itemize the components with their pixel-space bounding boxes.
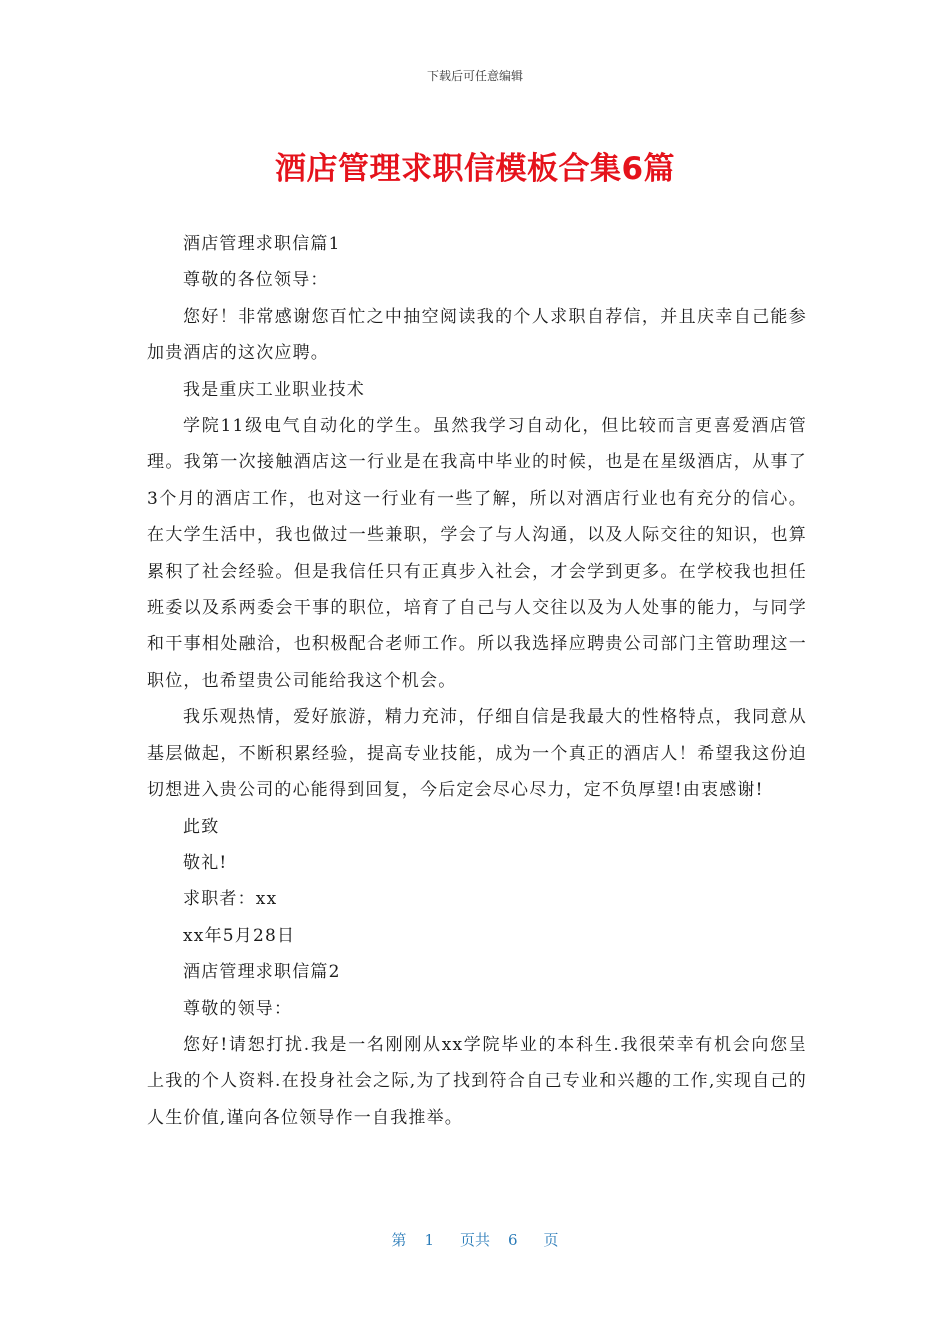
- footer-suffix: 页: [543, 1231, 559, 1249]
- body-paragraph: 我乐观热情，爱好旅游，精力充沛，仔细自信是我最大的性格特点，我同意从基层做起，不断积累经验，提高专业技能，成为一个真正的酒店人！希望我这份迫切想进入贵公司的心能得到回复，今后定会尽心尽力，定不负厚望!由衷感谢!: [147, 707, 807, 801]
- body-paragraph: 您好!请恕打扰.我是一名刚刚从xx学院毕业的本科生.我很荣幸有机会向您呈上我的个人资料.在投身社会之际,为了找到符合自己专业和兴趣的工作,实现自己的人生价值,谨向各位领导作一自我推举。: [147, 1034, 807, 1128]
- salutation: 尊敬的各位领导：: [183, 270, 329, 291]
- salutation: 尊敬的领导：: [183, 998, 293, 1019]
- footer-middle: 页共: [459, 1231, 490, 1249]
- document-body: [147, 226, 807, 1136]
- date-line: xx年5月28日: [183, 925, 296, 946]
- page-footer: [0, 1229, 950, 1250]
- footer-current-page: 1: [424, 1231, 434, 1249]
- body-paragraph: 您好！非常感谢您百忙之中抽空阅读我的个人求职自荐信，并且庆幸自己能参加贵酒店的这次应聘。: [147, 306, 807, 364]
- signature: 求职者：xx: [183, 889, 278, 910]
- document-title: 酒店管理求职信模板合集6篇: [274, 151, 676, 187]
- body-paragraph: 学院11级电气自动化的学生。虽然我学习自动化，但比较而言更喜爱酒店管理。我第一次接触酒店这一行业是在我高中毕业的时候，也是在星级酒店，从事了3个月的酒店工作，也对这一行业有一些了解，所以对酒店行业也有充分的信心。在大学生活中，我也做过一些兼职，学会了与人沟通，以及人际交往的知识，也算累积了社会经验。但是我信任只有正真步入社会，才会学到更多。在学校我也担任班委以及系两委会干事的职位，培育了自己与人交往以及为人处事的能力，与同学和干事相处融洽，也积极配合老师工作。所以我选择应聘贵公司部门主管助理这一职位，也希望贵公司能给我这个机会。: [147, 416, 807, 691]
- section-heading-2: 酒店管理求职信篇2: [183, 962, 341, 983]
- footer-prefix: 第: [391, 1231, 407, 1249]
- body-paragraph: 我是重庆工业职业技术: [183, 379, 365, 400]
- closing-line: 此致: [183, 816, 220, 837]
- closing-regards: 敬礼!: [183, 852, 228, 873]
- section-heading-1: 酒店管理求职信篇1: [183, 234, 341, 254]
- footer-total-pages: 6: [508, 1231, 518, 1249]
- header-note: 下载后可任意编辑: [426, 69, 523, 83]
